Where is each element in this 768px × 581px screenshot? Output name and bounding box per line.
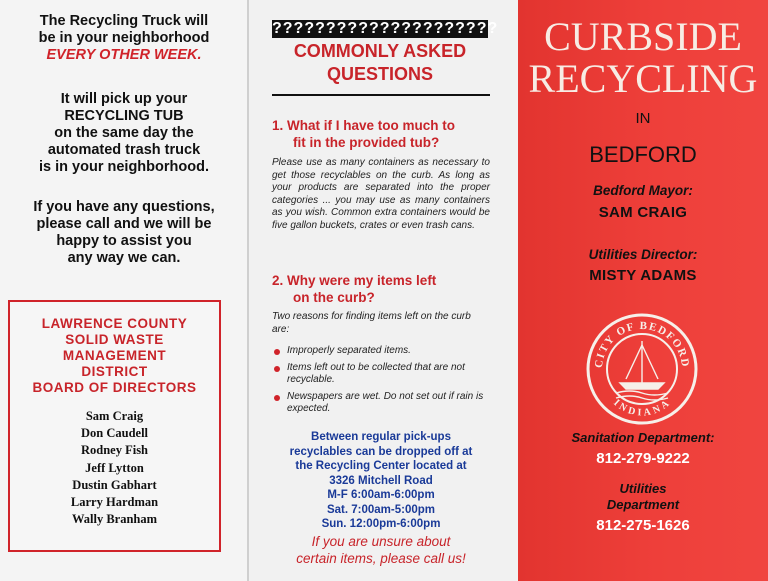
questions-line: any way we can. bbox=[67, 250, 181, 266]
pickup-line: on the same day the bbox=[54, 125, 194, 141]
board-member: Don Caudell bbox=[80, 426, 149, 441]
reasons-list bbox=[272, 345, 490, 420]
board-member: Larry Hardman bbox=[70, 495, 159, 510]
sanitation-label: Sanitation Department: bbox=[571, 430, 715, 445]
dropoff-line: recyclables can be dropped off at bbox=[289, 445, 473, 458]
fold-line bbox=[247, 0, 249, 581]
brochure-title bbox=[518, 16, 768, 100]
in-text: IN bbox=[635, 110, 651, 127]
dropoff-line: M-F 6:00am-6:00pm bbox=[327, 489, 435, 501]
dropoff-line: Sun. 12:00pm-6:00pm bbox=[321, 518, 441, 530]
board-title-line: MANAGEMENT bbox=[62, 348, 167, 363]
city-name: BEDFORD bbox=[589, 142, 697, 167]
left-panel bbox=[0, 0, 248, 581]
reason-item: Newspapers are wet. Do not set out if rain is expected. bbox=[272, 391, 490, 415]
question-2-line-2: on the curb? bbox=[293, 290, 375, 305]
seal-top-text: CITY OF BEDFORD bbox=[592, 319, 692, 369]
board-member-list bbox=[10, 408, 219, 528]
utilities-phone: 812-275-1626 bbox=[596, 517, 690, 534]
board-member: Rodney Fish bbox=[80, 443, 149, 458]
seal-bottom-text: INDIANA bbox=[611, 397, 673, 419]
board-member: Jeff Lytton bbox=[85, 460, 144, 475]
board-title-line: SOLID WASTE bbox=[65, 332, 164, 347]
board-title bbox=[10, 316, 219, 396]
faq-divider bbox=[272, 94, 490, 96]
utilities-label bbox=[518, 481, 768, 513]
faq-heading-line-2: QUESTIONS bbox=[326, 64, 433, 84]
board-title-line: DISTRICT bbox=[81, 364, 148, 379]
utilities-label-line-2: Department bbox=[606, 497, 680, 512]
board-title-line: BOARD OF DIRECTORS bbox=[32, 380, 197, 395]
sanitation-phone: 812-279-9222 bbox=[596, 450, 690, 467]
dropoff-line: Between regular pick-ups bbox=[311, 431, 451, 443]
unsure-line-1: If you are unsure about bbox=[311, 534, 451, 549]
svg-text:INDIANA bbox=[611, 398, 672, 419]
reason-item: Improperly separated items. bbox=[272, 345, 490, 357]
dropoff-line: the Recycling Center located at bbox=[295, 460, 467, 472]
dropoff-info bbox=[270, 430, 492, 532]
director-name: MISTY ADAMS bbox=[589, 267, 697, 284]
title-line-2: RECYCLING bbox=[528, 56, 758, 101]
pickup-line: is in your neighborhood. bbox=[39, 159, 209, 175]
faq-heading bbox=[262, 40, 498, 86]
pickup-text bbox=[14, 91, 234, 176]
reason-item: Items left out to be collected that are not recyclable. bbox=[272, 362, 490, 386]
mayor-name: SAM CRAIG bbox=[598, 204, 688, 221]
intro-line-2: be in your neighborhood bbox=[38, 30, 210, 46]
question-1-line-1: 1. What if I have too much to bbox=[272, 118, 456, 133]
utilities-label-line-1: Utilities bbox=[619, 481, 667, 496]
city-seal-icon bbox=[586, 313, 698, 425]
answer-2-intro: Two reasons for finding items left on the curb are: bbox=[272, 311, 471, 335]
faq-heading-line-1: COMMONLY ASKED bbox=[293, 41, 467, 61]
mayor-label: Bedford Mayor: bbox=[593, 183, 693, 198]
intro-line-1: The Recycling Truck will bbox=[39, 13, 209, 29]
answer-1: Please use as many containers as necessary to get those recyclables on the curb. As long as your products are separated into the proper categories ... you may use as many containers as you wish. Common extra containers would be five gallon buckets, crates or even trash cans. bbox=[272, 157, 490, 231]
question-1-line-2: fit in the provided tub? bbox=[293, 135, 440, 150]
dropoff-line: 3326 Mitchell Road bbox=[329, 474, 433, 487]
title-line-1: CURBSIDE bbox=[544, 14, 742, 59]
unsure-line-2: certain items, please call us! bbox=[296, 551, 466, 566]
pickup-line: automated trash truck bbox=[47, 142, 201, 158]
pickup-line: RECYCLING TUB bbox=[64, 108, 184, 124]
director-label: Utilities Director: bbox=[588, 247, 698, 262]
questions-text bbox=[14, 199, 234, 267]
question-2 bbox=[272, 272, 436, 306]
question-marks-bar: ????????????????????? bbox=[272, 20, 499, 37]
questions-line: please call and we will be bbox=[36, 216, 212, 232]
questions-line: If you have any questions, bbox=[33, 199, 215, 215]
board-of-directors-box bbox=[8, 300, 221, 552]
board-member: Wally Branham bbox=[71, 512, 158, 527]
unsure-callout bbox=[270, 533, 492, 567]
questions-line: happy to assist you bbox=[56, 233, 192, 249]
board-member: Dustin Gabhart bbox=[72, 477, 157, 492]
question-2-line-1: 2. Why were my items left bbox=[272, 273, 437, 288]
cover-panel bbox=[518, 0, 768, 581]
intro-text bbox=[14, 13, 234, 64]
every-other-week-text: EVERY OTHER WEEK. bbox=[46, 47, 202, 63]
board-member: Sam Craig bbox=[85, 409, 144, 423]
board-title-line: LAWRENCE COUNTY bbox=[41, 316, 188, 331]
dropoff-line: Sat. 7:00am-5:00pm bbox=[326, 503, 436, 516]
pickup-line: It will pick up your bbox=[60, 91, 188, 107]
question-1 bbox=[272, 117, 455, 151]
